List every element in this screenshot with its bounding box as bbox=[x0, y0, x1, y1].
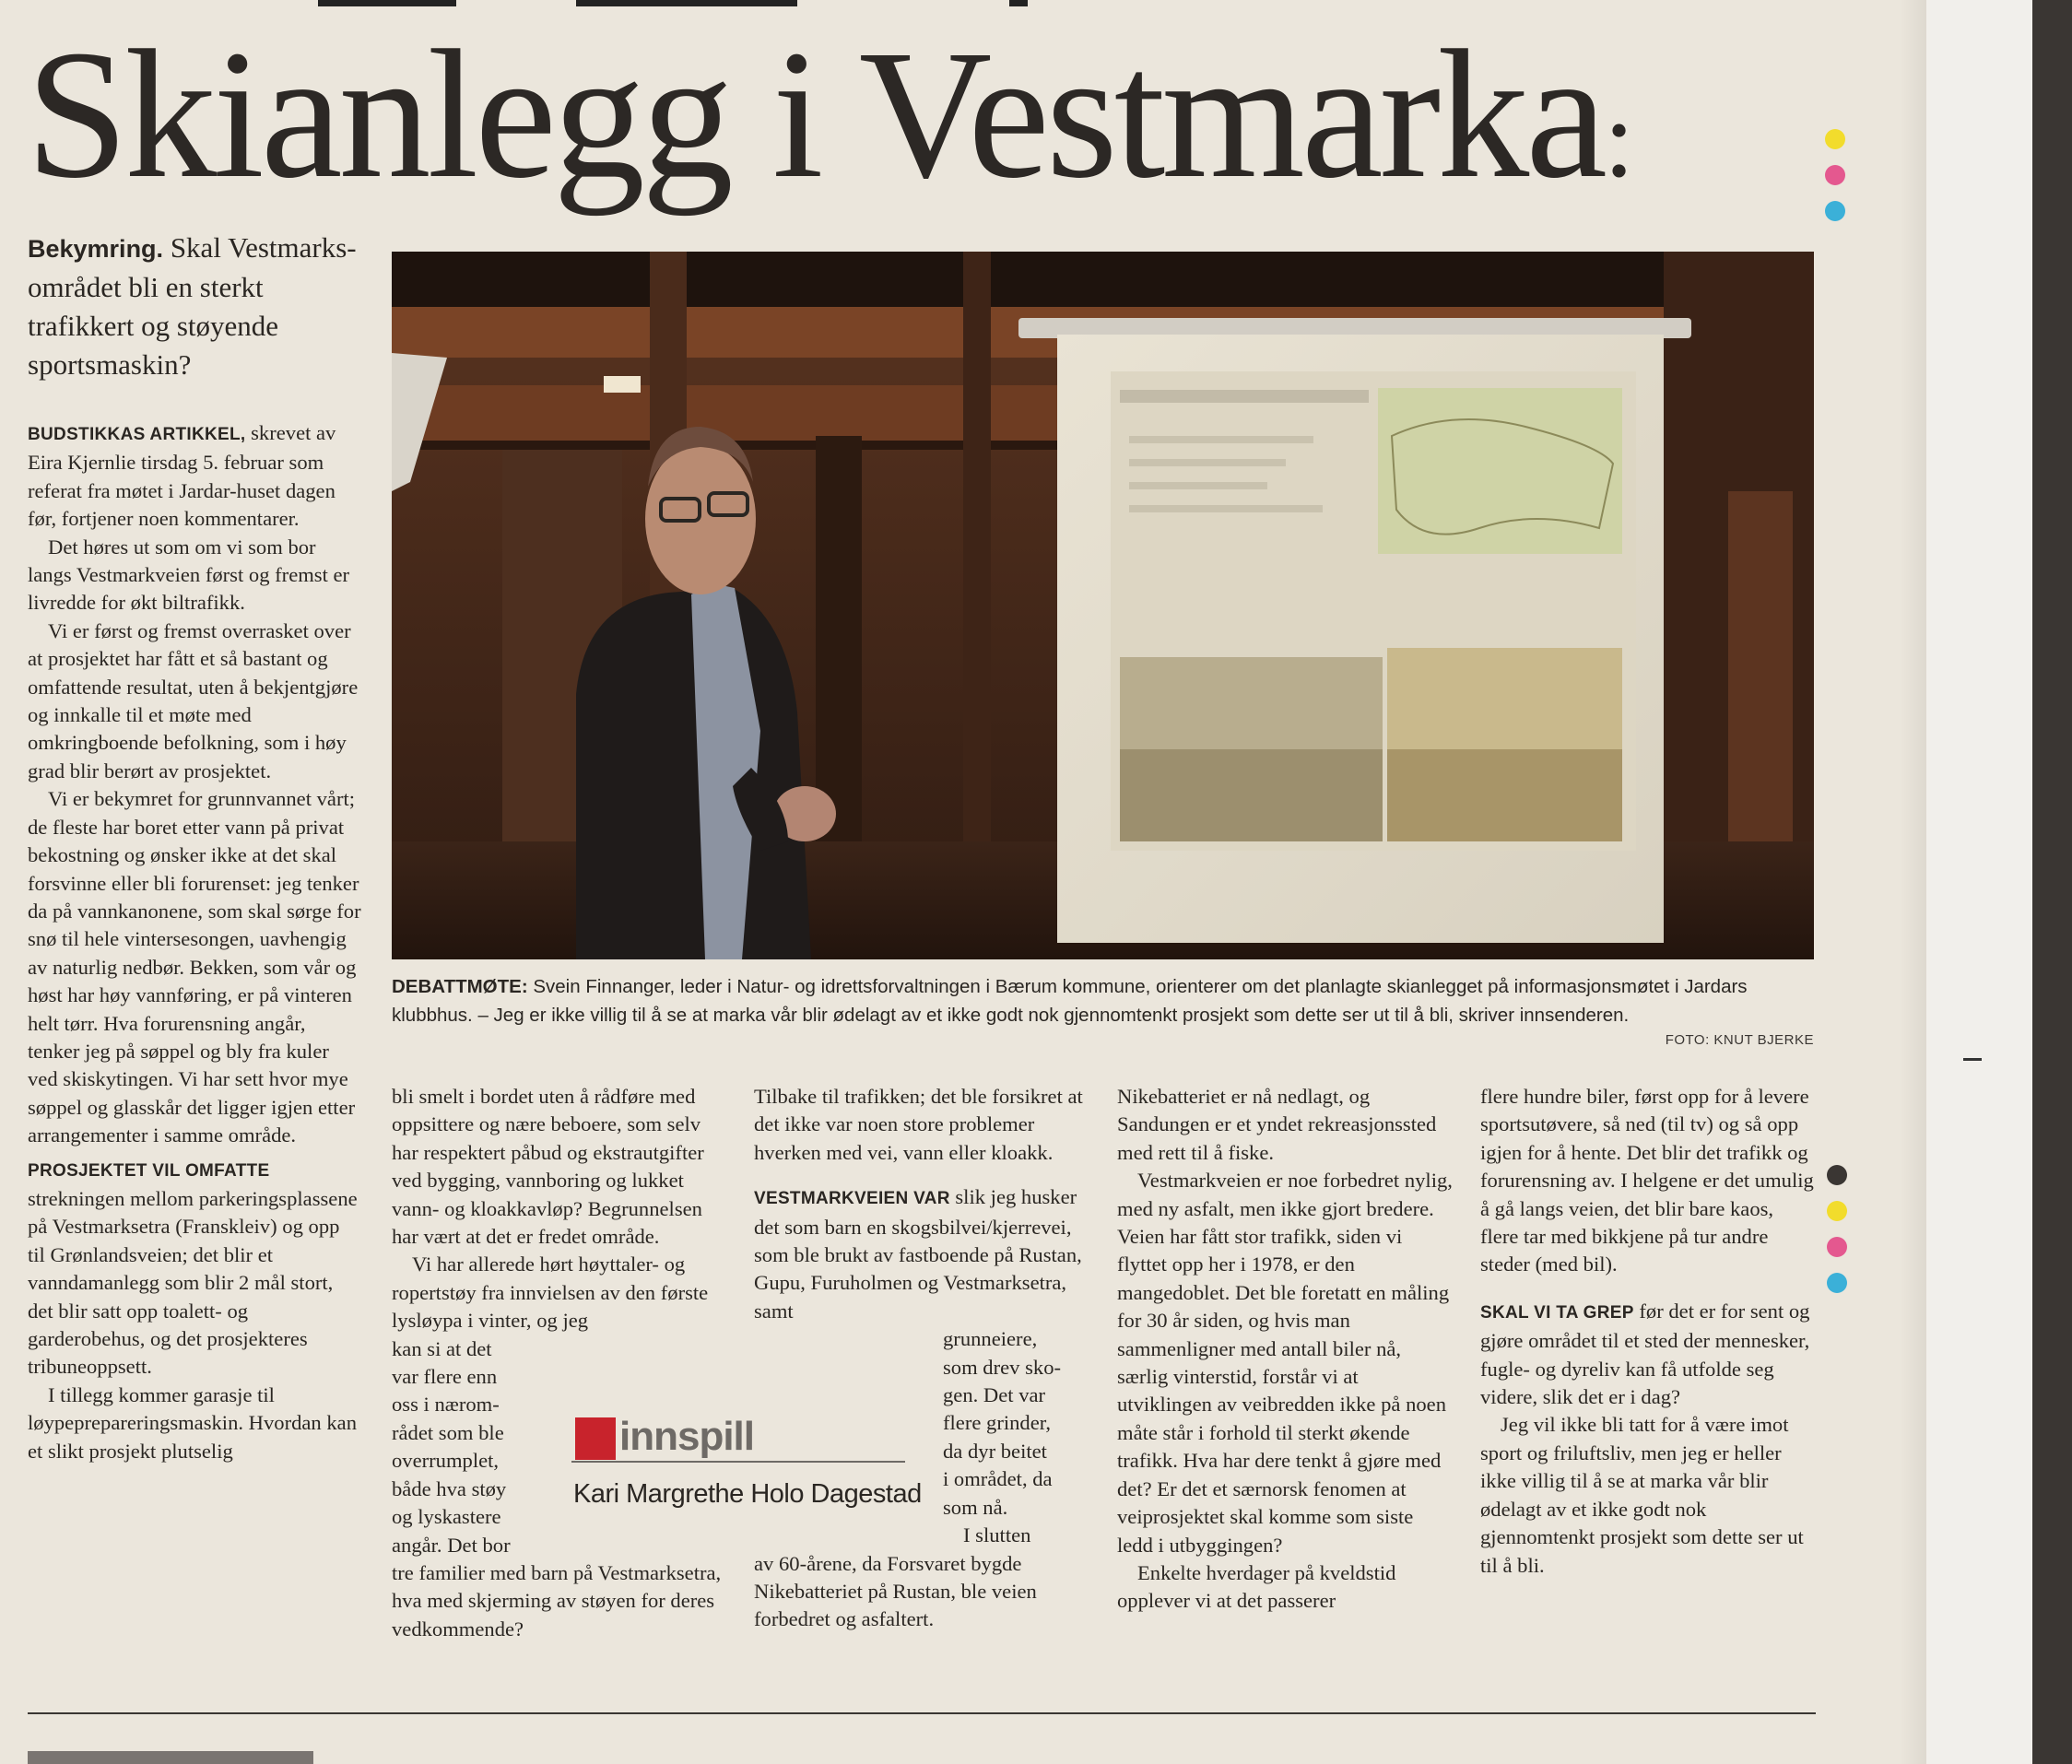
line: rådet som ble bbox=[392, 1420, 504, 1444]
line: i området, da bbox=[943, 1467, 1053, 1491]
column-1 bbox=[28, 419, 361, 1465]
deck-text: Skal Vestmarks-området bli en sterkt trafikkert og støyende sportsmaskin? bbox=[28, 231, 357, 381]
paragraph: I tillegg kommer garasje til løypeprepareringsmaskin. Hvordan kan et slikt prosjekt plutselig bbox=[28, 1382, 357, 1463]
photo-credit: FOTO: KNUT BJERKE bbox=[1665, 1032, 1814, 1048]
paragraph: Vi er bekymret for grunnvannet vårt; de fleste har boret etter vann på privat bekostning og ønsker ikke at det skal forsvinne eller bli forurenset: jeg tenker da på vannkanonene, som skal sørge for snø til hele vintersesongen, uavhengig av naturlig nedbør. Bekken, som vår og høst har høy vannføring, er på vinteren helt tørr. Hva forurensning angår, tenker jeg på søppel og bly fra kuler ved skiskytingen. Vi har sett hvor mye søppel og glasskår det ligger igjen etter arrangementer i samme område. bbox=[28, 787, 361, 1147]
line: angår. Det bor bbox=[392, 1533, 511, 1557]
photo-illustration bbox=[392, 252, 1814, 959]
deck bbox=[28, 229, 369, 384]
paragraph: VESTMARKVEIEN VAR slik jeg husker det som barn en skogsbilvei/kjerrevei, som ble brukt av fastboende på Rustan, Gupu, Furuholmen og Vestmarksetra, samt bbox=[754, 1185, 1082, 1323]
line: gen. Det var bbox=[943, 1383, 1046, 1407]
innspill-logo-mark bbox=[575, 1417, 616, 1460]
column-4 bbox=[1117, 1083, 1454, 1616]
column-2 bbox=[392, 1083, 724, 1643]
line: og lyskastere bbox=[392, 1505, 501, 1529]
line: både hva støy bbox=[392, 1476, 507, 1500]
column-5 bbox=[1480, 1083, 1814, 1580]
paragraph: flere hundre biler, først opp for å levere sportsutøvere, så ned (til tv) og så opp igjen for å hente. Det blir det trafikk og forurensning av. I helgene er det umulig å gå langs veien, det blir bare kaos, flere tar med bikkjene på tur andre steder (med bil). bbox=[1480, 1085, 1814, 1276]
scan-border bbox=[2032, 0, 2072, 1764]
margin-mark bbox=[1963, 1058, 1982, 1061]
deck-kicker: Bekymring. bbox=[28, 235, 164, 263]
line: flere grinder, bbox=[943, 1411, 1052, 1435]
registration-marks-top bbox=[1825, 129, 1847, 237]
innspill-logo bbox=[571, 1410, 912, 1464]
line: I slutten bbox=[963, 1523, 1031, 1547]
paragraph: BUDSTIKKAS ARTIKKEL, skrevet av Eira Kjernlie tirsdag 5. februar som referat fra møtet i Jardar-huset dagen før, fortjener noen kommentarer. bbox=[28, 421, 336, 531]
paragraph: bli smelt i bordet uten å rådføre med oppsittere og nære beboere, som selv har respektert påbud og ekstrautgifter ved bygging, vannboring og lukket vann- og kloakkavløp? Begrunnelsen har vært at det er fredet område. bbox=[392, 1085, 704, 1249]
paragraph: Vestmarkveien er noe forbedret nylig, med ny asfalt, men ikke gjort bredere. Veien har fått stor trafikk, siden vi flyttet opp her i 1978, er den mangedoblet. Det ble foretatt en måling for 30 år siden, og hvis man sammenligner med antall biler nå, særlig vinterstid, forstår vi at utviklingen av veibredden ikke på noen måte står i forhold til sterkt økende trafikk. Hva har dere tenkt å gjøre med det? Er det et særnorsk fenomen at veiprosjektet skal komme som siste ledd i utbyggingen? bbox=[1117, 1169, 1453, 1557]
paragraph: PROSJEKTET VIL OMFATTE strekningen mellom parkeringsplassene på Vestmarksetra (Franskleiv) og opp til Grønlandsveien; det blir et vanndamanlegg som blir 2 mål stort, det blir satt opp toalett- og garderobehus, og det prosjekteres tribuneoppsett. bbox=[28, 1160, 358, 1379]
paragraph: av 60-årene, da Forsvaret bygde Nikebatteriet på Rustan, ble veien forbedret og asfaltert. bbox=[754, 1551, 1037, 1631]
bottom-rule bbox=[28, 1712, 1816, 1714]
column-3 bbox=[754, 1083, 1086, 1634]
registration-marks-bottom bbox=[1827, 1165, 1849, 1309]
paragraph: tre familier med barn på Vestmarksetra, hva med skjerming av støyen for deres vedkommende? bbox=[392, 1560, 722, 1641]
paragraph: Tilbake til trafikken; det ble forsikret at det ikke var noen store problemer hverken med vei, vann eller kloakk. bbox=[754, 1085, 1083, 1164]
paragraph: Jeg vil ikke bli tatt for å være imot sport og friluftsliv, men jeg er heller ikke villig til å se at marka vår blir ødelagt av et ikke godt nok gjennomtenkt prosjekt som dette ser ut til å bli. bbox=[1480, 1413, 1804, 1577]
innspill-rule bbox=[571, 1461, 905, 1463]
line: som nå. bbox=[943, 1495, 1008, 1519]
caption-label: DEBATTMØTE: bbox=[392, 976, 528, 997]
line: grunneiere, bbox=[943, 1327, 1038, 1351]
innspill-byline bbox=[571, 1410, 922, 1521]
paragraph: SKAL VI TA GREP før det er for sent og gjøre området til et sted der mennesker, fugle- og dyreliv kan få utfolde seg videre, slik det er i dag? bbox=[1480, 1299, 1810, 1409]
innspill-logo-text: innspill bbox=[619, 1414, 754, 1459]
line: kan si at det bbox=[392, 1336, 492, 1360]
line: oss i nærom- bbox=[392, 1393, 500, 1417]
headline: Skianlegg i Vestmarka: bbox=[26, 13, 1631, 217]
line: da dyr beitet bbox=[943, 1439, 1047, 1463]
top-cropped-strip bbox=[0, 0, 1438, 9]
paragraph: Vi er først og fremst overrasket over at prosjektet har fått et så bastant og omfattende resultat, uten å bekjentgjøre og innkalle til et møte med omkringboende befolkning, som i høy grad blir berørt av prosjektet. bbox=[28, 618, 359, 782]
photo-debate-meeting bbox=[392, 252, 1814, 959]
author-name: Kari Margrethe Holo Dagestad bbox=[573, 1479, 922, 1509]
line: overrumplet, bbox=[392, 1449, 500, 1473]
paragraph: Enkelte hverdager på kveldstid opplever vi at det passerer bbox=[1117, 1560, 1396, 1613]
paragraph: Det høres ut som om vi som bor langs Vestmarkveien først og fremst er livredde for økt biltrafikk. bbox=[28, 535, 350, 615]
paragraph: Vi har allerede hørt høyttaler- og ropertstøy fra innvielsen av den første lysløypa i vinter, og jeg bbox=[392, 1252, 709, 1333]
paragraph: Nikebatteriet er nå nedlagt, og Sandungen er et yndet rekreasjonssted med rett til å fiske. bbox=[1117, 1085, 1437, 1164]
caption-text: Svein Finnanger, leder i Natur- og idrettsforvaltningen i Bærum kommune, orienterer om det planlagte skianlegget på informasjonsmøtet i Jardars klubbhus. – Jeg er ikke villig til å se at marka vår blir ødelagt av et ikke godt nok gjennomtenkt prosjekt som dette ser ut til å bli, skriver innsenderen. bbox=[392, 976, 1748, 1026]
line: var flere enn bbox=[392, 1365, 498, 1389]
line: som drev sko- bbox=[943, 1355, 1062, 1379]
photo-caption bbox=[392, 972, 1816, 1029]
page-fold-shadow bbox=[1899, 0, 1926, 1764]
bottom-section-tag bbox=[28, 1751, 313, 1764]
adjacent-page-edge bbox=[1926, 0, 2032, 1764]
